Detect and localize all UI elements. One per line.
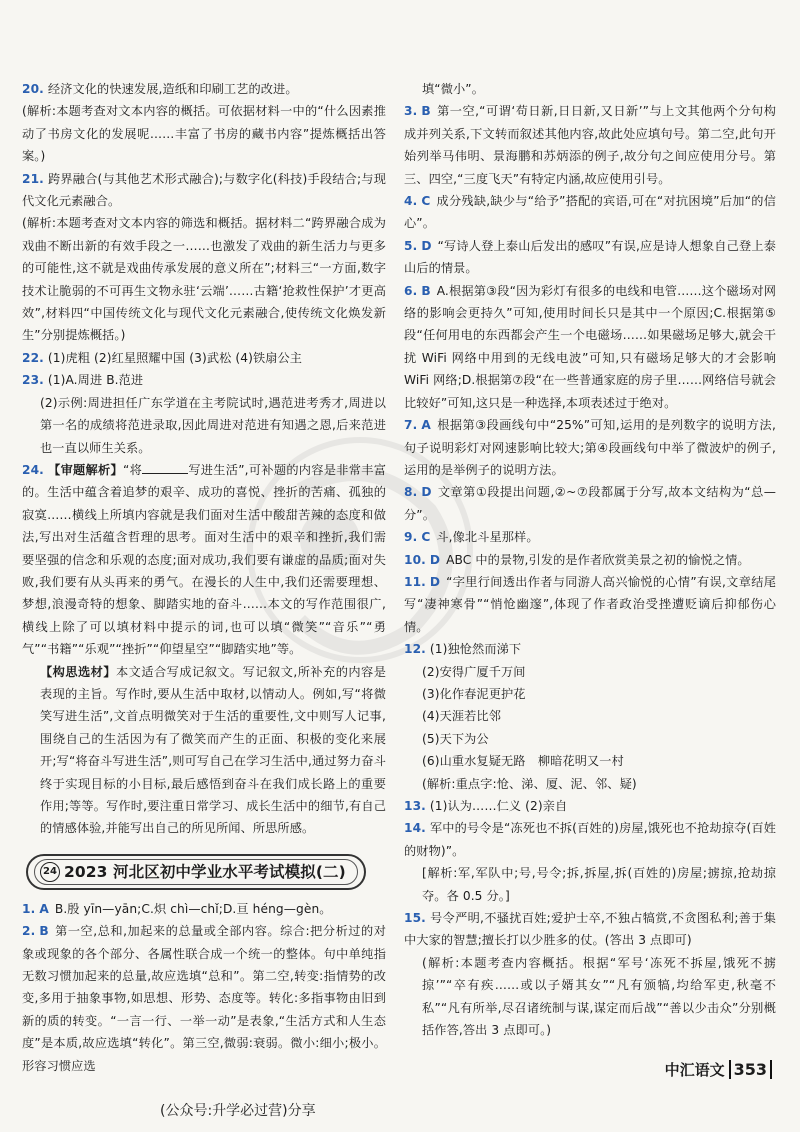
banner-title: 2023 河北区初中学业水平考试模拟(二)	[64, 862, 346, 881]
answer-15-explain: (解析:本题考查内容概括。根据“军号‘冻死不拆屋,饿死不掳掠’”“卒有疾……或以子婿其女”“凡有颁犒,均给军吏,秋毫不私”“凡有所举,尽召诸统制与谋,谋定而后战”“善以少击众”分别概括作答,答出 3 点即可。)	[422, 955, 776, 1038]
answer-12-item: (3)化作春泥更护花	[422, 686, 526, 701]
left-column	[22, 78, 386, 1077]
answer-12-item: (5)天下为公	[422, 731, 489, 746]
answer-12: 12. (1)独怆然而涕下	[404, 642, 522, 657]
answer-5: 5. D “写诗人登上泰山后发出的感叹”有误,应是诗人想象自己登上泰山后的情景。	[404, 238, 776, 276]
fill-blank	[142, 461, 188, 474]
footer-note: (公众号:升学必过营)分享	[160, 1103, 316, 1119]
question-24-part2: 【构思选材】本文适合写成记叙文。写记叙文,所补充的内容是表现的主旨。写作时,要从生活中取材,以情动人。例如,写“将微笑写进生活”,文首点明微笑对于生活的重要性,文中则写人记事,围绕自己的生活因为有了微笑而产生的正面、积极的变化来展开;写“将奋斗写进生活”,则可写自己在学习生活中,通过努力奋斗终于实现目标的小目标,最后感悟到奋斗在我们成长路上的重要作用;等等。写作时,要注重日常学习、成长生活中的细节,有自己的情感体验,并能写出自己的所见所闻、所思所感。	[40, 664, 386, 836]
answer-1: 1. A B.殷 yīn—yān;C.炽 chì—chǐ;D.亘 héng—gèn。	[22, 901, 332, 916]
answer-12-item: (4)天涯若比邻	[422, 709, 502, 724]
answer-13: 13. (1)认为……仁义 (2)亲自	[404, 799, 568, 813]
footer-brand	[665, 1059, 772, 1080]
answer-11: 11. D “字里行间透出作者与同游人高兴愉悦的心情”有误,文章结尾写“凄神寒骨”“悄怆幽邃”,体现了作者政治受挫遭贬谪后抑郁伤心情。	[404, 574, 776, 634]
answer-3: 3. B 第一空,“可谓‘苟日新,日日新,又日新’”与上文其他两个分句构成并列关系,下文转而叙述其他内容,故此处应填句号。第二空,此句开始列举马伟明、景海鹏和苏炳添的例子,故分句之间应使用分号。第三、四空,“三度飞天”有特定内涵,故应使用引号。	[404, 104, 776, 186]
answer-2: 2. B 第一空,总和,加起来的总量或全部内容。综合:把分析过的对象或现象的各个部分、各属性联合成一个统一的整体。句中单纯指无数习惯加起来的总量,故应选填“总和”。第二空,转变:指情势的改变,多用于抽象事物,如思想、形势、态度等。转化:多指事物由旧到新的质的转变。“一言一行、一举一动”是表象,“生活方式和人生态度”是本质,故应选填“转化”。第三空,微弱:衰弱。微小:细小;极小。形容习惯应选	[22, 924, 386, 1073]
answer-9: 9. C 斗,像北斗星那样。	[404, 530, 539, 545]
answer-8: 8. D 文章第①段提出问题,②~⑦段都属于分写,故本文结构为“总—分”。	[404, 485, 776, 522]
answer-14-explain: [解析:军,军队中;号,号令;拆,拆屋,拆(百姓的)房屋;掳掠,抢劫掠夺。各 0.5 分。]	[422, 866, 776, 903]
section-banner	[26, 854, 366, 890]
answer-12-item: (6)山重水复疑无路 柳暗花明又一村	[422, 754, 624, 769]
page-number: 353	[729, 1060, 772, 1079]
answer-12-item: (2)安得广厦千万间	[422, 664, 526, 679]
right-column	[404, 78, 776, 1041]
answer-2-continued: 填“微小”。	[422, 82, 484, 96]
answer-4: 4. C 成分残缺,缺少与“给予”搭配的宾语,可在“对抗困境”后加“的信心”。	[404, 194, 776, 231]
question-21: 21. 跨界融合(与其他艺术形式融合);与数字化(科技)手段结合;与现代文化元素融合。	[22, 171, 386, 209]
brand-name: 中汇语文	[664, 1061, 725, 1079]
answer-14: 14. 军中的号令是“冻死也不拆(百姓的)房屋,饿死也不抢劫掠夺(百姓的财物)”。	[404, 821, 776, 858]
question-21-explain: (解析:本题考查对文本内容的筛选和概括。据材料二“跨界融合成为戏曲不断出新的有效手段之一……也激发了戏曲的新生活力与更多的可能性,这不就是戏曲传承发展的意义所在”;材料三“一方面,数字技术让脆弱的不可再生文物永驻‘云端’……古籍‘抢救性保护’才更高效”,材料四“中国传统文化与现代文化元素融合,使传统文化焕发新生”分别提炼概括。)	[22, 216, 386, 343]
question-23-part2: (2)示例:周进担任广东学道在主考院试时,遇范进考秀才,周进以第一名的成绩将范进录取,因此周进对范进有知遇之恩,后来范进也一直以师生关系。	[40, 395, 386, 455]
question-22: 22. (1)虎粗 (2)红星照耀中国 (3)武松 (4)铁扇公主	[22, 350, 303, 365]
answer-12-explain: (解析:重点字:怆、涕、厦、泥、邻、疑)	[422, 776, 637, 791]
question-23: 23. (1)A.周进 B.范进	[22, 373, 144, 388]
answer-6: 6. B A.根据第③段“因为彩灯有很多的电线和电管……这个磁场对网络的影响会更持久”可知,使用时间长只是其中一个原因;C.根据第⑤段“任何用电的东西都会产生一个电磁场……如果磁场足够大,就会干扰 WiFi 网络中用到的无线电波”可知,只有磁场足够大的才会影响 WiFi 网络;D.根据第⑦段“在一些普通家庭的房子里……网络信号就会比较好”可知,这只是一种选择,本项表述过于绝对。	[404, 283, 776, 410]
answer-7: 7. A 根据第③段画线句中“25%”可知,运用的是列数字的说明方法,句子说明彩灯对网速影响比较大;第④段画线句中举了微波炉的例子,运用的是举例子的说明方法。	[404, 418, 776, 477]
question-20-explain: (解析:本题考查对文本内容的概括。可依据材料一中的“什么因素推动了书房文化的发展呢……丰富了书房的藏书内容”提炼概括出答案。)	[22, 104, 386, 164]
answer-15: 15. 号令严明,不骚扰百姓;爱护士卒,不独占犒赏,不贪图私利;善于集中大家的智慧;擅长打以少胜多的仗。(答出 3 点即可)	[404, 911, 776, 948]
banner-number: 24	[40, 862, 60, 882]
question-24: 24. 【审题解析】“将 写进生活”,可补题的内容是非常丰富的。生活中蕴含着追梦的艰辛、成功的喜悦、挫折的苦痛、孤独的寂寞……横线上所填内容就是我们面对生活中酸甜苦辣的态度和做法,写出对生活蕴含哲理的思考。面对生活中的艰辛和挫折,我们需要坚强的信念和乐观的态度;面对成功,我们要有谦虚的品质;面对失败,我们要有从头再来的勇气。在漫长的人生中,我们还需要理想、梦想,浪漫奇特的想象、脚踏实地的奋斗……本文的写作范围很广,横线上除了可以填材料中提示的词,也可以填“微笑”“音乐”“勇气”“书籍”“乐观”“挫折”“仰望星空”“脚踏实地”等。	[22, 462, 387, 657]
question-20: 20. 经济文化的快速发展,造纸和印刷工艺的改进。	[22, 82, 298, 96]
answer-10: 10. D ABC 中的景物,引发的是作者欣赏美景之初的愉悦之情。	[404, 552, 750, 567]
